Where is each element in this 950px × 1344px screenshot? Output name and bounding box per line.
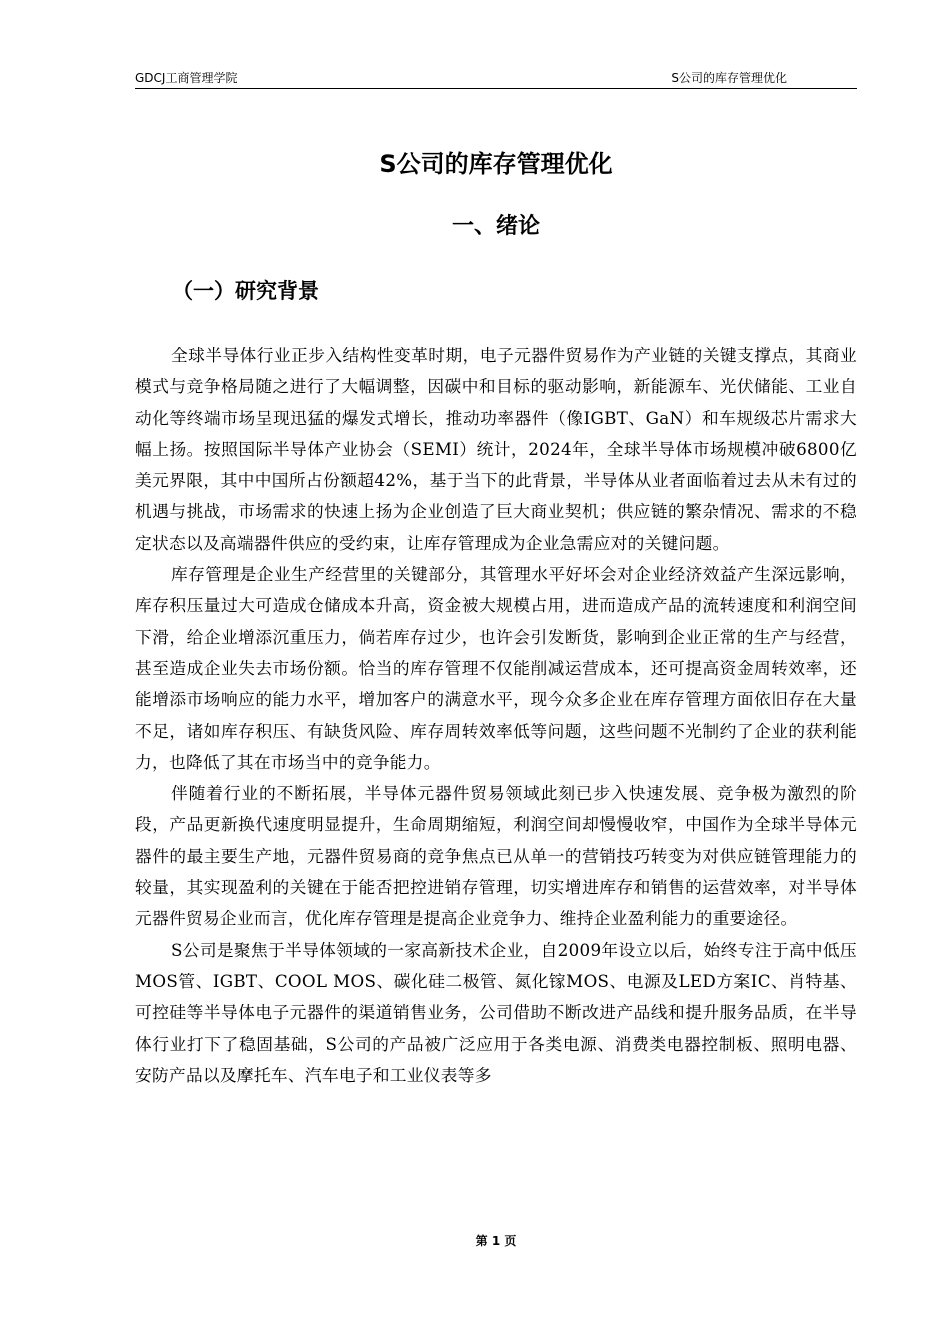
header-institution: GDCJ工商管理学院 <box>135 71 238 85</box>
document-title: S公司的库存管理优化 <box>379 150 613 178</box>
body-text <box>135 340 857 1091</box>
paragraph-3: 伴随着行业的不断拓展，半导体元器件贸易领域此刻已步入快速发展、竞争极为激烈的阶段，产品更新换代速度明显提升，生命周期缩短，利润空间却慢慢收窄，中国作为全球半导体元器件的最主要生产地，元器件贸易商的竞争焦点已从单一的营销技巧转变为对供应链管理能力的较量，其实现盈利的关键在于能否把控进销存管理，切实增进库存和销售的运营效率，对半导体元器件贸易企业而言，优化库存管理是提高企业竞争力、维持企业盈利能力的重要途径。 <box>135 783 857 929</box>
paragraph-2: 库存管理是企业生产经营里的关键部分，其管理水平好坏会对企业经济效益产生深远影响，库存积压量过大可造成仓储成本升高，资金被大规模占用，进而造成产品的流转速度和利润空间下滑，给企业增添沉重压力，倘若库存过少，也许会引发断货，影响到企业正常的生产与经营，甚至造成企业失去市场份额。恰当的库存管理不仅能削减运营成本，还可提高资金周转效率，还能增添市场响应的能力水平，增加客户的满意水平，现今众多企业在库存管理方面依旧存在大量不足，诸如库存积压、有缺货风险、库存周转效率低等问题，这些问题不光制约了企业的获利能力，也降低了其在市场当中的竞争能力。 <box>135 564 857 772</box>
page-header <box>135 70 857 89</box>
paragraph-4: S公司是聚焦于半导体领域的一家高新技术企业，自2009年设立以后，始终专注于高中低压MOS管、IGBT、COOL MOS、碳化硅二极管、氮化镓MOS、电源及LED方案IC、肖特基、可控硅等半导体电子元器件的渠道销售业务，公司借助不断改进产品线和提升服务品质，在半导体行业打下了稳固基础，S公司的产品被广泛应用于各类电源、消费类电器控制板、照明电器、安防产品以及摩托车、汽车电子和工业仪表等多 <box>135 939 857 1085</box>
paragraph-1: 全球半导体行业正步入结构性变革时期，电子元器件贸易作为产业链的关键支撑点，其商业模式与竞争格局随之进行了大幅调整，因碳中和目标的驱动影响，新能源车、光伏储能、工业自动化等终端市场呈现迅猛的爆发式增长，推动功率器件（像IGBT、GaN）和车规级芯片需求大幅上扬。按照国际半导体产业协会（SEMI）统计，2024年，全球半导体市场规模冲破6800亿美元界限，其中中国所占份额超42%，基于当下的此背景，半导体从业者面临着过去从未有过的机遇与挑战，市场需求的快速上扬为企业创造了巨大商业契机；供应链的繁杂情况、需求的不稳定状态以及高端器件供应的受约束，让库存管理成为企业急需应对的关键问题。 <box>135 345 857 553</box>
section-heading: （一）研究背景 <box>172 279 319 303</box>
chapter-heading: 一、绪论 <box>451 214 540 239</box>
header-doc-title: S公司的库存管理优化 <box>671 71 787 85</box>
page-number: 第 1 页 <box>475 1234 517 1248</box>
